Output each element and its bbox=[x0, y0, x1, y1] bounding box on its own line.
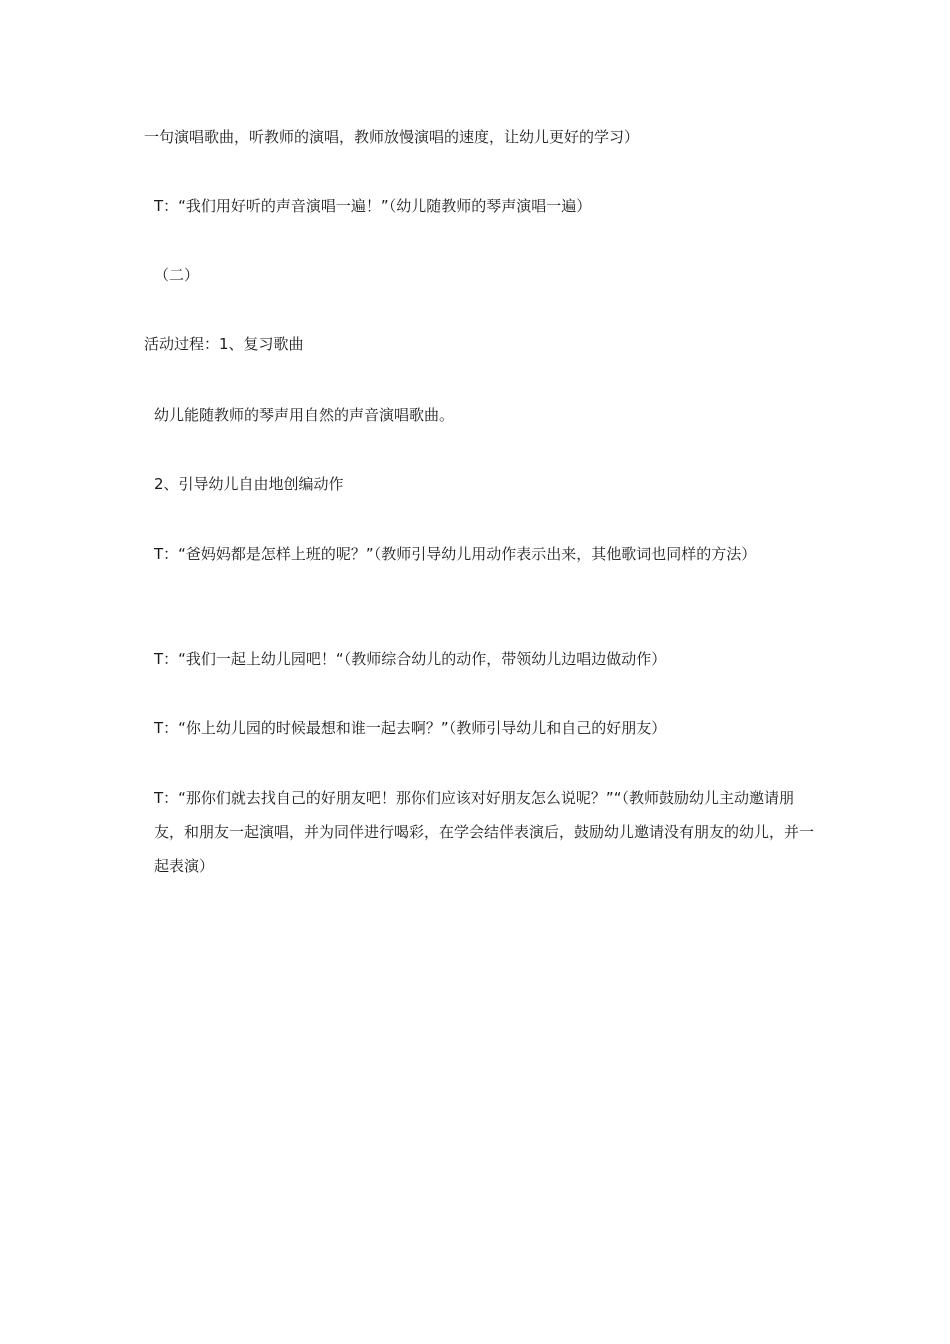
paragraph-teacher-line-5: T：“那你们就去找自己的好朋友吧！那你们应该对好朋友怎么说呢？”“（教师鼓励幼儿主动邀请朋友，和朋友一起演唱，并为同伴进行喝彩，在学会结伴表演后，鼓励幼儿邀请没有朋友的幼儿，并一起表演） bbox=[154, 789, 815, 875]
paragraph-teacher-line-2: T：“爸妈妈都是怎样上班的呢？”（教师引导幼儿用动作表示出来，其他歌词也同样的方法） bbox=[154, 545, 757, 563]
paragraph-continuation: 一句演唱歌曲，听教师的演唱，教师放慢演唱的速度，让幼儿更好的学习） bbox=[144, 128, 640, 146]
paragraph-teacher-line-1: T：“我们用好听的声音演唱一遍！”（幼儿随教师的琴声演唱一遍） bbox=[154, 197, 592, 215]
step-two-heading: 2、引导幼儿自由地创编动作 bbox=[154, 475, 344, 493]
paragraph-teacher-line-3: T：“我们一起上幼儿园吧！“（教师综合幼儿的动作，带领幼儿边唱边做动作） bbox=[154, 650, 667, 668]
activity-process-heading: 活动过程：1、复习歌曲 bbox=[144, 335, 304, 353]
section-heading-two: （二） bbox=[154, 266, 200, 284]
paragraph-review: 幼儿能随教师的琴声用自然的声音演唱歌曲。 bbox=[154, 406, 455, 424]
paragraph-teacher-line-4: T：“你上幼儿园的时候最想和谁一起去啊？”（教师引导幼儿和自己的好朋友） bbox=[154, 719, 667, 737]
